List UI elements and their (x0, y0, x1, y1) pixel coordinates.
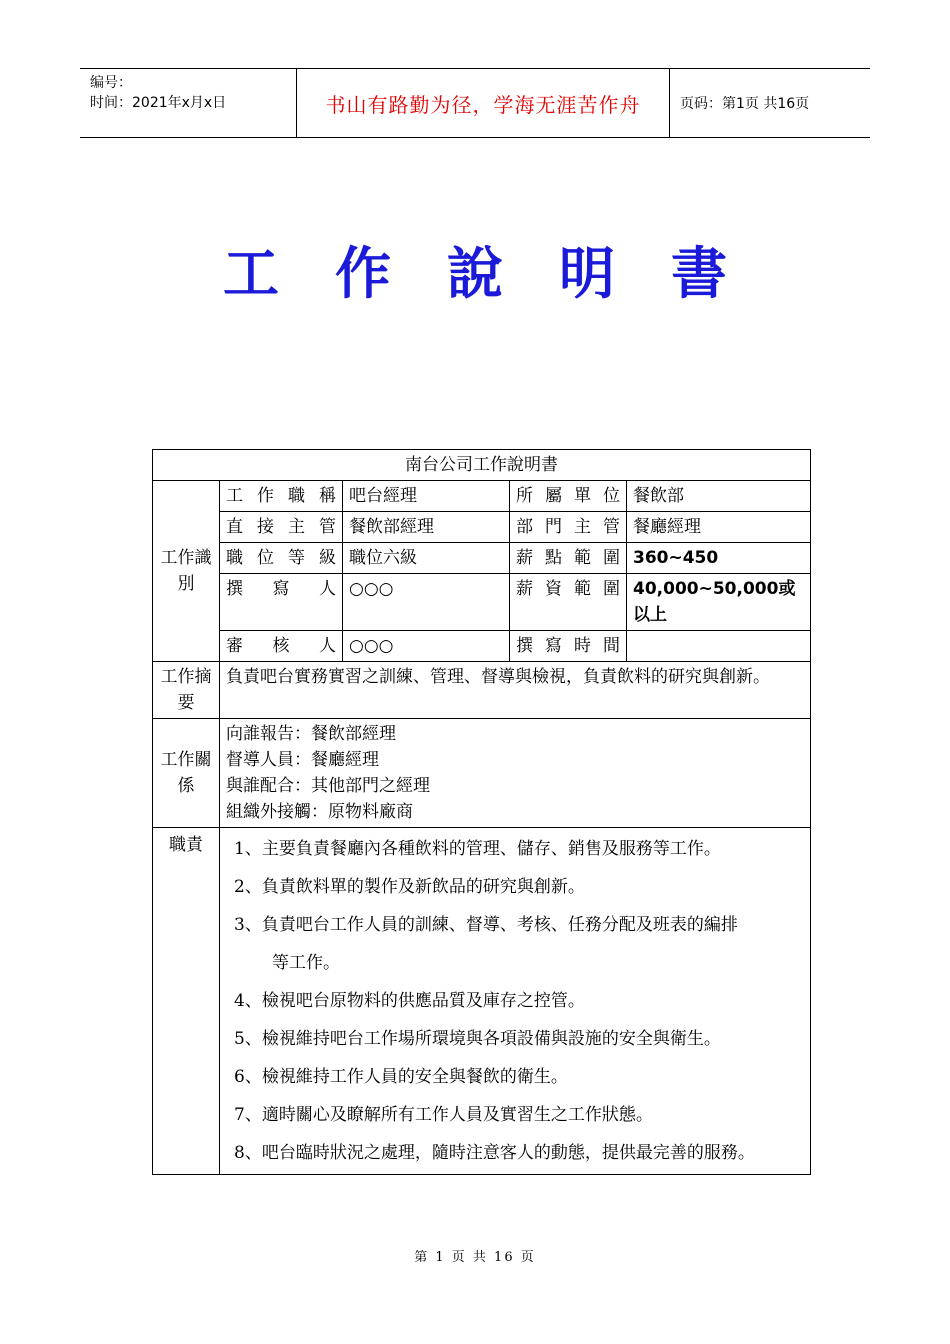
field-value: 吧台經理 (343, 481, 510, 512)
list-item: 8、吧台臨時狀況之處理，隨時注意客人的動態，提供最完善的服務。 (234, 1143, 755, 1163)
list-item: 與誰配合：其他部門之經理 (226, 776, 430, 796)
field-label: 直接主管 (220, 512, 343, 543)
table-row (153, 631, 811, 662)
list-item: 5、檢視維持吧台工作場所環境與各項設備與設施的安全與衛生。 (234, 1029, 721, 1049)
field-label: 薪點範圍 (510, 543, 627, 574)
list-item: 7、適時關心及瞭解所有工作人員及實習生之工作狀態。 (234, 1105, 653, 1125)
field-value: 360~450 (627, 543, 811, 574)
header-motto: 书山有路勤为径，学海无涯苦作舟 (296, 69, 670, 137)
field-value: 職位六級 (343, 543, 510, 574)
list-item: 督導人員：餐廳經理 (226, 750, 379, 770)
list-item: 組織外接觸：原物料廠商 (226, 802, 413, 822)
table-row (153, 543, 811, 574)
list-item: 4、檢視吧台原物料的供應品質及庫存之控管。 (234, 991, 585, 1011)
field-value: ○○○ (343, 631, 510, 662)
header-meta (80, 69, 296, 137)
list-item: 3、負責吧台工作人員的訓練、督導、考核、任務分配及班表的編排 (234, 915, 738, 935)
field-label: 撰寫人 (220, 574, 343, 631)
list-item: 6、檢視維持工作人員的安全與餐飲的衛生。 (234, 1067, 568, 1087)
field-value: 40,000~50,000或以上 (627, 574, 811, 631)
field-value: 餐飲部 (627, 481, 811, 512)
document-title: 工作說明書 (223, 241, 783, 307)
table-row (153, 481, 811, 512)
field-label: 職位等級 (220, 543, 343, 574)
header-page-info: 页码：第1页 共16页 (680, 96, 810, 112)
list-item: 2、負責飲料單的製作及新飲品的研究與創新。 (234, 877, 585, 897)
field-label: 薪資範圍 (510, 574, 627, 631)
field-label: 審核人 (220, 631, 343, 662)
table-row (153, 662, 811, 719)
table-row (153, 828, 811, 1175)
field-value: ○○○ (343, 574, 510, 631)
field-value (627, 631, 811, 662)
table-row (153, 719, 811, 828)
document-number-label: 编号： (90, 75, 132, 91)
table-caption: 南台公司工作說明書 (153, 450, 811, 481)
field-label: 工作職稱 (220, 481, 343, 512)
section-duties: 職責 (153, 828, 220, 1175)
section-relations: 工作關係 (153, 719, 220, 828)
summary-text: 負責吧台實務實習之訓練、管理、督導與檢視，負責飲料的研究與創新。 (220, 662, 811, 719)
list-item: 等工作。 (272, 953, 340, 973)
field-value: 餐飲部經理 (343, 512, 510, 543)
section-identification: 工作識別 (153, 481, 220, 662)
table-row (153, 574, 811, 631)
job-description-table (152, 449, 811, 1175)
field-label: 部門主管 (510, 512, 627, 543)
table-row (153, 512, 811, 543)
field-label: 所屬單位 (510, 481, 627, 512)
duties-list (220, 828, 811, 1175)
field-label: 撰寫時間 (510, 631, 627, 662)
section-summary: 工作摘要 (153, 662, 220, 719)
list-item: 1、主要負責餐廳內各種飲料的管理、儲存、銷售及服務等工作。 (234, 839, 721, 859)
field-value: 餐廳經理 (627, 512, 811, 543)
document-time: 时间：2021年x月x日 (90, 95, 227, 111)
page-header (80, 68, 870, 138)
relations-list (220, 719, 811, 828)
page-footer: 第 1 页 共 16 页 (414, 1250, 536, 1265)
list-item: 向誰報告：餐飲部經理 (226, 724, 396, 744)
